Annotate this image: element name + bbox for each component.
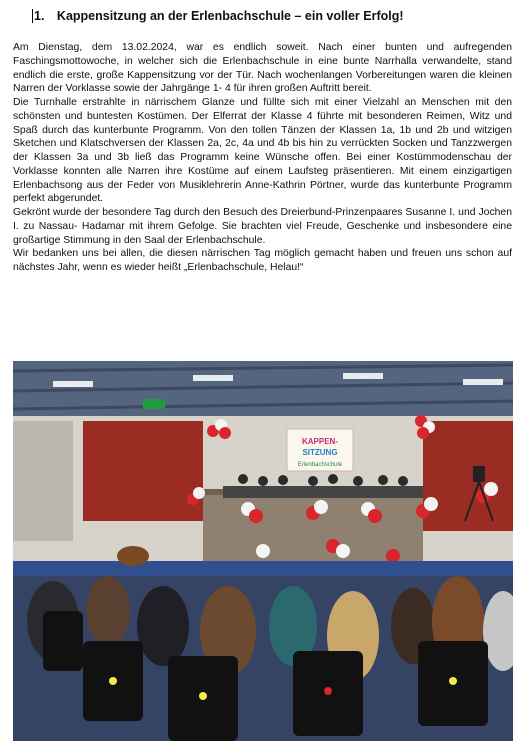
- heading-number: 1.: [34, 9, 45, 23]
- exit-sign-icon: [143, 399, 165, 409]
- paragraph-intro: Am Dienstag, dem 13.02.2024, war es endlich soweit. Nach einer bunten und aufregenden Faschingsmottowoche, in welcher sich die Erlenbachschule in eine bunte Narrhalla verwandelte, stand endlich die erste, große Kappensitzung vor der Tür. Nach wochenlangen Vorbereitungen waren die kleinen Narren der Vorklasse sowie der Jahrgänge 1- 4 für ihren großen Auftritt bereit.: [13, 42, 512, 95]
- svg-text:SITZUNG: SITZUNG: [302, 448, 338, 457]
- paragraph-thanks: Wir bedanken uns bei allen, die diesen närrischen Tag möglich gemacht haben und freuen uns schon auf nächstes Jahr, wenn es wieder heißt „Erlenbachschule, Helau!“: [13, 248, 512, 273]
- paragraph-program: Die Turnhalle erstrahlte in närrischem Glanze und füllte sich mit einer Vielzahl an Menschen mit den schönsten und buntesten Kostümen. Der Elferrat der Klasse 4 führte mit besonderen Reimen, Witz und Spaß durch das kunterbunte Programm. Von den tollen Tänzen der Klassen 1a, 1b und 2b und witzigen Sketchen und Klatschversen der Klassen 2a, 2c, 4a und 4b bis hin zu verrückten Socken und Tanzzwergen der Klassen 3a und 3b ließ das Programm keine Wünsche offen. Bei einer Kostümmodenschau der Vorklasse konnten alle Narren ihre Kostüme auf einem Laufsteg präsentieren. Mit einem einzigartigen Erlenbachsong aus der Feder von Musiklehrerin Anne-Kathrin Pörtner, wurde das kunterbunte Programm perfekt abgerundet.: [13, 97, 512, 205]
- svg-text:KAPPEN-: KAPPEN-: [301, 437, 339, 446]
- article-body: [13, 41, 512, 275]
- paragraph-prince-couple: Gekrönt wurde der besondere Tag durch den Besuch des Dreierbund-Prinzenpaares Susanne I. und Jochen I. zu Nassau- Hadamar mit ihrem Gefolge. Sie brachten viel Freude, Geschenke und insbesondere eine großartige Stimmung in den Saal der Erlenbachschule.: [13, 207, 512, 246]
- event-photo: [13, 361, 513, 741]
- svg-text:Erlenbachschule: Erlenbachschule: [297, 462, 343, 468]
- red-wall-left: [83, 421, 203, 521]
- heading-title: Kappensitzung an der Erlenbachschule – ein voller Erfolg!: [56, 9, 404, 23]
- article-heading: [32, 9, 404, 23]
